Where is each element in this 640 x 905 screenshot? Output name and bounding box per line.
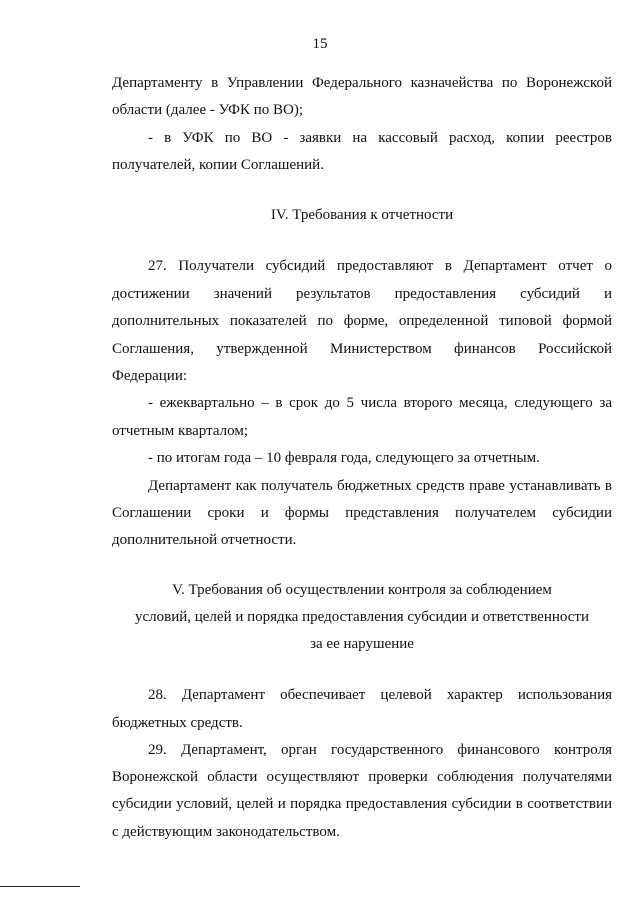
paragraph-line: 28. Департамент обеспечивает целевой характер использования	[148, 687, 612, 703]
paragraph-line: Федерации:	[112, 368, 188, 384]
paragraph-line: области (далее - УФК по ВО);	[112, 102, 303, 118]
paragraph-line: Департамент как получатель бюджетных средств праве устанавливать в	[148, 478, 612, 494]
page-number: 15	[312, 36, 328, 52]
section-heading-v: условий, целей и порядка предоставления субсидии и ответственности	[134, 609, 590, 625]
paragraph-line: Соглашении сроки и формы представления получателем субсидии	[112, 505, 612, 521]
paragraph-line: с действующим законодательством.	[112, 824, 340, 840]
paragraph-line: получателей, копии Соглашений.	[112, 157, 324, 173]
paragraph-line: субсидии условий, целей и порядка предоставления субсидии в соответствии	[112, 796, 612, 812]
paragraph-line: 29. Департамент, орган государственного финансового контроля	[148, 742, 612, 758]
paragraph-line: Воронежской области осуществляют проверки соблюдения получателями	[112, 769, 612, 785]
paragraph-line: отчетным кварталом;	[112, 423, 248, 439]
paragraph-line: Департаменту в Управлении Федерального казначейства по Воронежской	[112, 75, 612, 91]
paragraph-line: Соглашения, утвержденной Министерством финансов Российской	[112, 341, 612, 357]
paragraph-line: дополнительных показателей по форме, определенной типовой формой	[112, 313, 612, 329]
paragraph-line: достижении значений результатов предоставления субсидий и	[112, 286, 612, 302]
section-heading-iv: IV. Требования к отчетности	[270, 207, 454, 223]
paragraph-line: дополнительной отчетности.	[112, 532, 297, 548]
footer-rule	[0, 886, 80, 887]
paragraph-line: 27. Получатели субсидий предоставляют в Департамент отчет о	[148, 258, 612, 274]
list-item-line: - по итогам года – 10 февраля года, следующего за отчетным.	[148, 450, 540, 466]
list-item-line: - в УФК по ВО - заявки на кассовый расход, копии реестров	[148, 130, 612, 146]
section-heading-v: V. Требования об осуществлении контроля за соблюдением	[172, 582, 552, 598]
section-heading-v: за ее нарушение	[310, 636, 414, 652]
list-item-line: - ежеквартально – в срок до 5 числа второго месяца, следующего за	[148, 395, 612, 411]
paragraph-line: бюджетных средств.	[112, 715, 243, 731]
